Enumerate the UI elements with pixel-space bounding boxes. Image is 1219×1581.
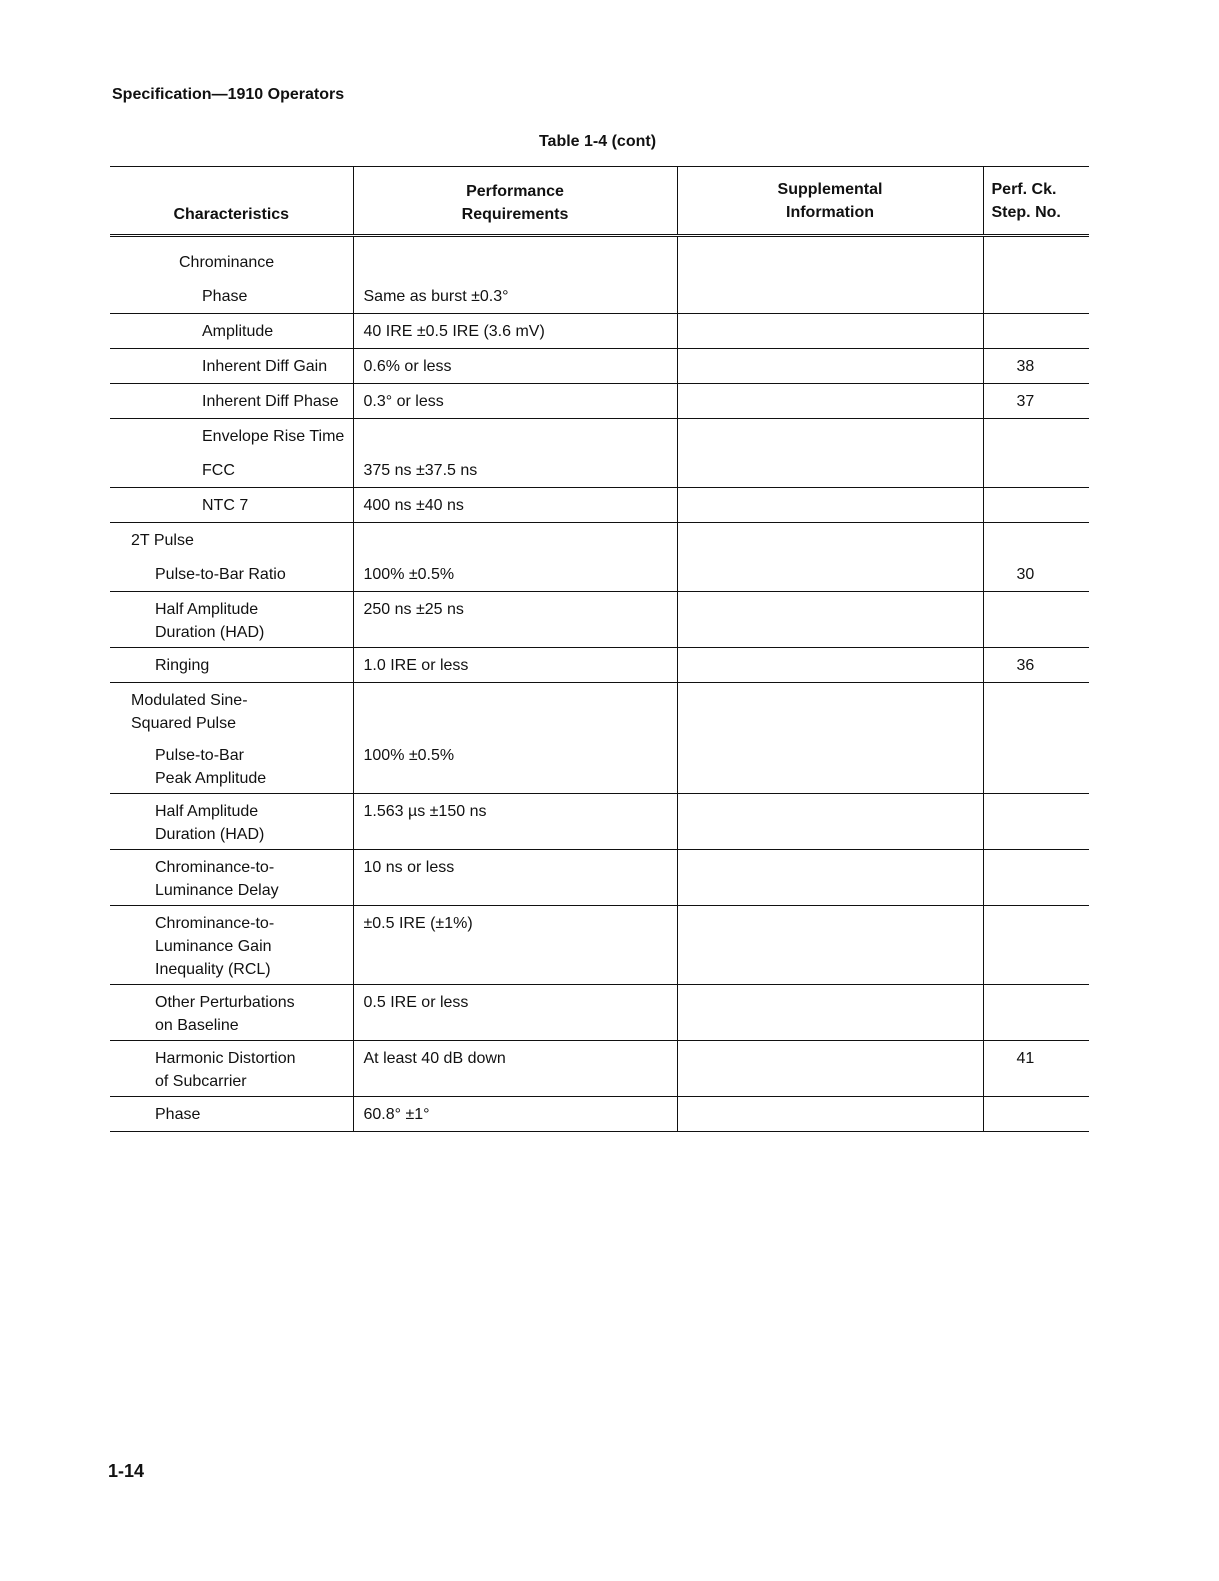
- requirement-cell: 375 ns ±37.5 ns: [353, 453, 677, 488]
- step-cell: [983, 523, 1089, 558]
- supplemental-cell: [677, 453, 983, 488]
- characteristic-cell: Chrominance-to- Luminance Delay: [110, 850, 353, 906]
- requirement-cell: 60.8° ±1°: [353, 1097, 677, 1132]
- table-row: [110, 419, 1089, 454]
- step-cell: [983, 279, 1089, 314]
- characteristic-cell: Other Perturbations on Baseline: [110, 985, 353, 1041]
- supplemental-cell: [677, 349, 983, 384]
- supplemental-cell: [677, 683, 983, 739]
- requirement-cell: ±0.5 IRE (±1%): [353, 906, 677, 985]
- step-cell: [983, 985, 1089, 1041]
- header-supplemental: Supplemental Information: [677, 167, 983, 236]
- characteristic-cell: Half Amplitude Duration (HAD): [110, 794, 353, 850]
- requirement-cell: 1.563 µs ±150 ns: [353, 794, 677, 850]
- supplemental-cell: [677, 419, 983, 454]
- supplemental-cell: [677, 314, 983, 349]
- header-characteristics: Characteristics: [110, 167, 353, 236]
- requirement-cell: 400 ns ±40 ns: [353, 488, 677, 523]
- step-cell: 36: [983, 648, 1089, 683]
- table-header-row: [110, 167, 1089, 236]
- characteristic-cell: FCC: [110, 453, 353, 488]
- table-row: [110, 236, 1089, 280]
- characteristic-cell: Chrominance-to- Luminance Gain Inequality (RCL): [110, 906, 353, 985]
- step-cell: [983, 419, 1089, 454]
- characteristic-cell: 2T Pulse: [110, 523, 353, 558]
- characteristic-cell: NTC 7: [110, 488, 353, 523]
- supplemental-cell: [677, 794, 983, 850]
- table-row: [110, 488, 1089, 523]
- supplemental-cell: [677, 523, 983, 558]
- step-cell: [983, 453, 1089, 488]
- table-row: [110, 453, 1089, 488]
- supplemental-cell: [677, 236, 983, 280]
- supplemental-cell: [677, 906, 983, 985]
- requirement-cell: 250 ns ±25 ns: [353, 592, 677, 648]
- supplemental-cell: [677, 384, 983, 419]
- table-row: [110, 794, 1089, 850]
- requirement-cell: 100% ±0.5%: [353, 557, 677, 592]
- table-row: [110, 592, 1089, 648]
- table-row: [110, 1041, 1089, 1097]
- supplemental-cell: [677, 738, 983, 794]
- requirement-cell: [353, 683, 677, 739]
- supplemental-cell: [677, 985, 983, 1041]
- table-row: [110, 523, 1089, 558]
- step-cell: [983, 683, 1089, 739]
- step-cell: 38: [983, 349, 1089, 384]
- supplemental-cell: [677, 279, 983, 314]
- table-row: [110, 850, 1089, 906]
- requirement-cell: 40 IRE ±0.5 IRE (3.6 mV): [353, 314, 677, 349]
- table-row: [110, 906, 1089, 985]
- table-row: [110, 279, 1089, 314]
- requirement-cell: Same as burst ±0.3°: [353, 279, 677, 314]
- characteristic-cell: Pulse-to-Bar Ratio: [110, 557, 353, 592]
- supplemental-cell: [677, 850, 983, 906]
- table-row: [110, 1097, 1089, 1132]
- header-performance: Performance Requirements: [353, 167, 677, 236]
- characteristic-cell: Chrominance: [110, 236, 353, 280]
- requirement-cell: 1.0 IRE or less: [353, 648, 677, 683]
- supplemental-cell: [677, 488, 983, 523]
- characteristic-cell: Phase: [110, 279, 353, 314]
- characteristic-cell: Amplitude: [110, 314, 353, 349]
- table-row: [110, 314, 1089, 349]
- step-cell: [983, 850, 1089, 906]
- characteristic-cell: Modulated Sine- Squared Pulse: [110, 683, 353, 739]
- page-number: 1-14: [108, 1461, 145, 1481]
- table-row: [110, 384, 1089, 419]
- supplemental-cell: [677, 1097, 983, 1132]
- step-cell: 37: [983, 384, 1089, 419]
- step-cell: 30: [983, 557, 1089, 592]
- step-cell: [983, 906, 1089, 985]
- step-cell: [983, 738, 1089, 794]
- requirement-cell: [353, 523, 677, 558]
- table-row: [110, 557, 1089, 592]
- characteristic-cell: Half Amplitude Duration (HAD): [110, 592, 353, 648]
- requirement-cell: [353, 419, 677, 454]
- table-row: [110, 648, 1089, 683]
- step-cell: 41: [983, 1041, 1089, 1097]
- supplemental-cell: [677, 592, 983, 648]
- step-cell: [983, 236, 1089, 280]
- page-header: Specification—1910 Operators: [112, 86, 345, 103]
- requirement-cell: At least 40 dB down: [353, 1041, 677, 1097]
- requirement-cell: 100% ±0.5%: [353, 738, 677, 794]
- characteristic-cell: Phase: [110, 1097, 353, 1132]
- supplemental-cell: [677, 1041, 983, 1097]
- table-row: [110, 683, 1089, 739]
- requirement-cell: 0.5 IRE or less: [353, 985, 677, 1041]
- step-cell: [983, 314, 1089, 349]
- step-cell: [983, 488, 1089, 523]
- requirement-cell: 10 ns or less: [353, 850, 677, 906]
- requirement-cell: [353, 236, 677, 280]
- characteristic-cell: Envelope Rise Time: [110, 419, 353, 454]
- characteristic-cell: Inherent Diff Phase: [110, 384, 353, 419]
- table-title: Table 1-4 (cont): [538, 133, 657, 150]
- table-row: [110, 738, 1089, 794]
- characteristic-cell: Harmonic Distortion of Subcarrier: [110, 1041, 353, 1097]
- supplemental-cell: [677, 648, 983, 683]
- step-cell: [983, 1097, 1089, 1132]
- spec-table: [110, 166, 1089, 1132]
- step-cell: [983, 592, 1089, 648]
- table-row: [110, 985, 1089, 1041]
- header-step: Perf. Ck. Step. No.: [991, 181, 1061, 221]
- table-row: [110, 349, 1089, 384]
- requirement-cell: 0.6% or less: [353, 349, 677, 384]
- characteristic-cell: Ringing: [110, 648, 353, 683]
- requirement-cell: 0.3° or less: [353, 384, 677, 419]
- supplemental-cell: [677, 557, 983, 592]
- step-cell: [983, 794, 1089, 850]
- characteristic-cell: Inherent Diff Gain: [110, 349, 353, 384]
- characteristic-cell: Pulse-to-Bar Peak Amplitude: [110, 738, 353, 794]
